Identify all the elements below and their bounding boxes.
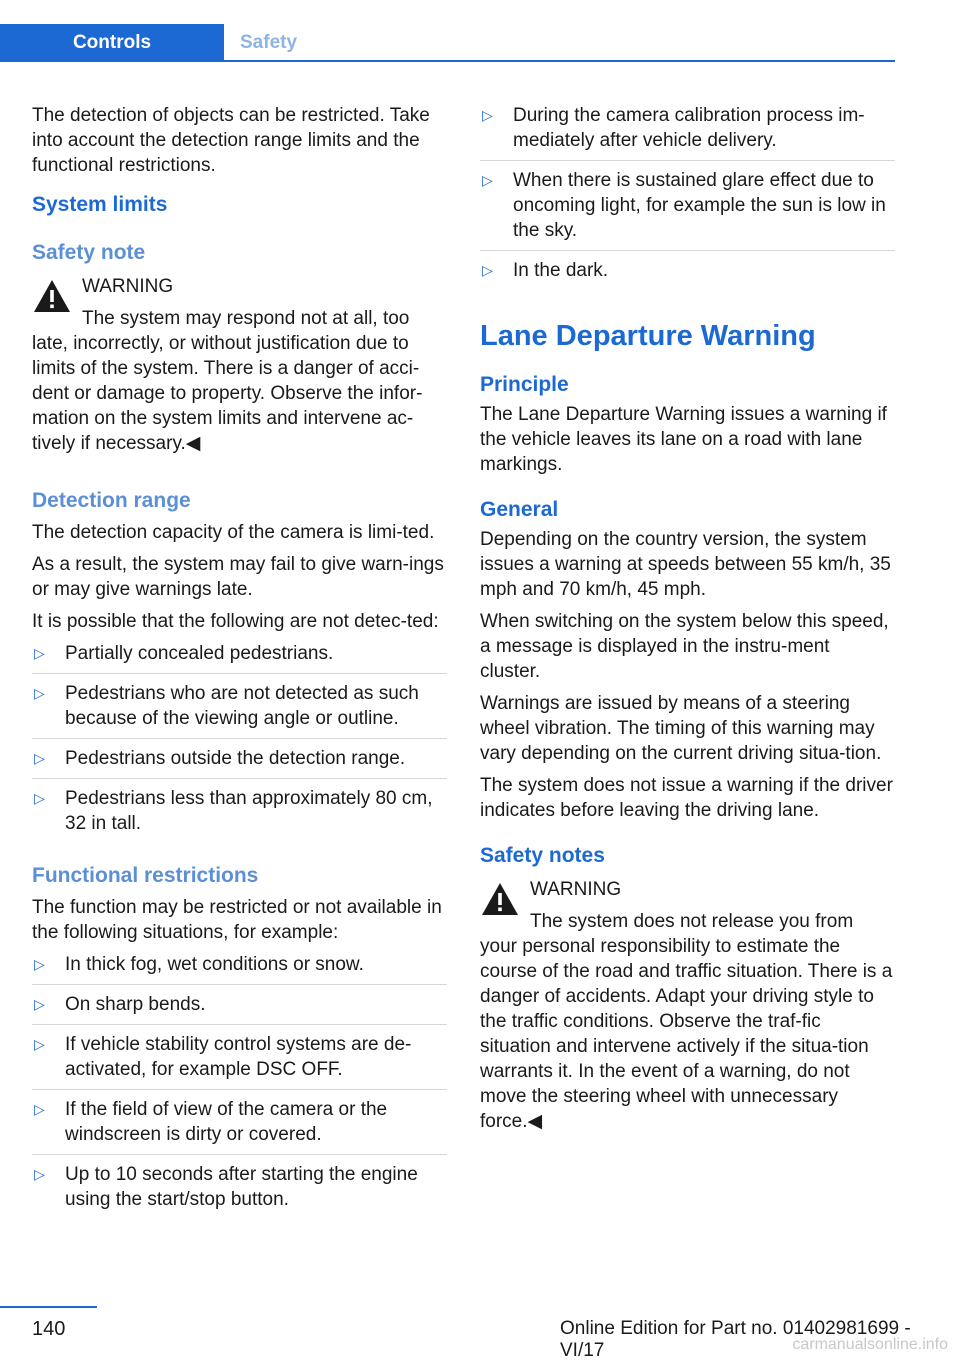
warning-triangle-icon: [480, 881, 520, 917]
functional-restrictions-heading: Functional restrictions: [32, 864, 259, 887]
list-item: ▷ In the dark.: [482, 260, 609, 281]
warning-title: WARNING: [82, 276, 174, 297]
footer-rule: [0, 1306, 97, 1308]
safety-note-heading: Safety note: [32, 241, 146, 264]
watermark: carmanualsonline.info: [792, 1336, 948, 1353]
detection-paragraph-1: The detection capacity of the camera is limi-ted.: [32, 522, 435, 543]
warning-body: The system does not release you from your personal responsibility to estimate the course of the road and traffic situation. There is a danger of accidents. Adapt your driving style to the traffic conditions. Observe the traf-fic situation and intervene actively if the situa-tion warrants it. In the event of a warning, do not move the steering wheel with unnecessary force.◀: [480, 911, 893, 1132]
intro-paragraph: The detection of objects can be restricted. Take into account the detection range limits and the functional restrictions.: [32, 105, 430, 176]
functional-paragraph: The function may be restricted or not available in the following situations, for example:: [32, 897, 442, 943]
principle-paragraph: The Lane Departure Warning issues a warning if the vehicle leaves its lane on a road with lane markings.: [480, 404, 887, 475]
bullet-triangle-icon: ▷: [482, 262, 493, 278]
warning-body: The system may respond not at all, too late, incorrectly, or without justification due to limits of the system. There is a danger of acci-dent or damage to property. Observe the infor-mation on the system limits and intervene ac-tively if necessary.◀: [32, 308, 423, 454]
list-item: ▷ During the camera calibration process im-mediately after vehicle delivery.: [480, 103, 895, 161]
warning-title: WARNING: [530, 879, 622, 900]
general-paragraph-4: The system does not issue a warning if the driver indicates before leaving the driving lane.: [480, 775, 893, 821]
warning-block: [32, 274, 447, 456]
safety-notes-heading: Safety notes: [480, 844, 605, 867]
bullet-triangle-icon: ▷: [34, 956, 45, 972]
general-paragraph-3: Warnings are issued by means of a steering wheel vibration. The timing of this warning may vary depending on the current driving situa-tion.: [480, 693, 882, 764]
general-heading: General: [480, 498, 559, 521]
list-item: ▷ When there is sustained glare effect due to oncoming light, for example the sun is low in the sky.: [480, 168, 895, 251]
bullet-triangle-icon: ▷: [34, 790, 45, 806]
bullet-triangle-icon: ▷: [34, 750, 45, 766]
list-item: ▷ In thick fog, wet conditions or snow.: [32, 952, 447, 985]
list-item: ▷ Partially concealed pedestrians.: [32, 641, 447, 674]
bullet-triangle-icon: ▷: [34, 685, 45, 701]
functional-list: [32, 952, 447, 1219]
list-item: ▷ If vehicle stability control systems are de-activated, for example DSC OFF.: [32, 1032, 447, 1090]
header-rule: [0, 60, 895, 62]
detection-paragraph-2: As a result, the system may fail to give warn-ings or may give warnings late.: [32, 554, 444, 600]
right-column: [480, 103, 895, 1134]
conditions-list: [480, 103, 895, 290]
general-paragraph-2: When switching on the system below this speed, a message is displayed in the instru-ment cluster.: [480, 611, 889, 682]
system-limits-heading: System limits: [32, 193, 168, 216]
bullet-triangle-icon: ▷: [34, 996, 45, 1012]
header-tabs: [0, 24, 895, 62]
detection-list: [32, 641, 447, 843]
list-item: ▷ On sharp bends.: [32, 992, 447, 1025]
bullet-triangle-icon: ▷: [34, 645, 45, 661]
warning-triangle-icon: [32, 278, 72, 314]
detection-paragraph-3: It is possible that the following are not detec-ted:: [32, 611, 439, 632]
left-column: [32, 103, 447, 1227]
page-number: 140: [32, 1318, 66, 1340]
detection-range-heading: Detection range: [32, 489, 191, 512]
list-item: ▷ Pedestrians outside the detection range.: [32, 746, 447, 779]
bullet-triangle-icon: ▷: [482, 172, 493, 188]
warning-block: [480, 877, 895, 1134]
list-item: ▷ Pedestrians less than approximately 80 cm, 32 in tall.: [34, 788, 433, 834]
edition-text: Online Edition for Part no. 01402981699 - VI/17: [560, 1318, 911, 1361]
bullet-triangle-icon: ▷: [34, 1166, 45, 1182]
list-item: ▷ If the field of view of the camera or the windscreen is dirty or covered.: [32, 1097, 447, 1155]
bullet-triangle-icon: ▷: [34, 1036, 45, 1052]
lane-departure-heading: Lane Departure Warning: [480, 320, 816, 352]
bullet-triangle-icon: ▷: [34, 1101, 45, 1117]
bullet-triangle-icon: ▷: [482, 107, 493, 123]
tab-safety[interactable]: Safety: [240, 32, 298, 53]
general-paragraph-1: Depending on the country version, the system issues a warning at speeds between 55 km/h, 35 mph and 70 km/h, 45 mph.: [480, 529, 891, 600]
list-item: ▷ Up to 10 seconds after starting the engine using the start/stop button.: [34, 1164, 418, 1210]
list-item: ▷ Pedestrians who are not detected as such because of the viewing angle or outline.: [32, 681, 447, 739]
principle-heading: Principle: [480, 373, 569, 396]
tab-controls[interactable]: Controls: [0, 24, 224, 60]
